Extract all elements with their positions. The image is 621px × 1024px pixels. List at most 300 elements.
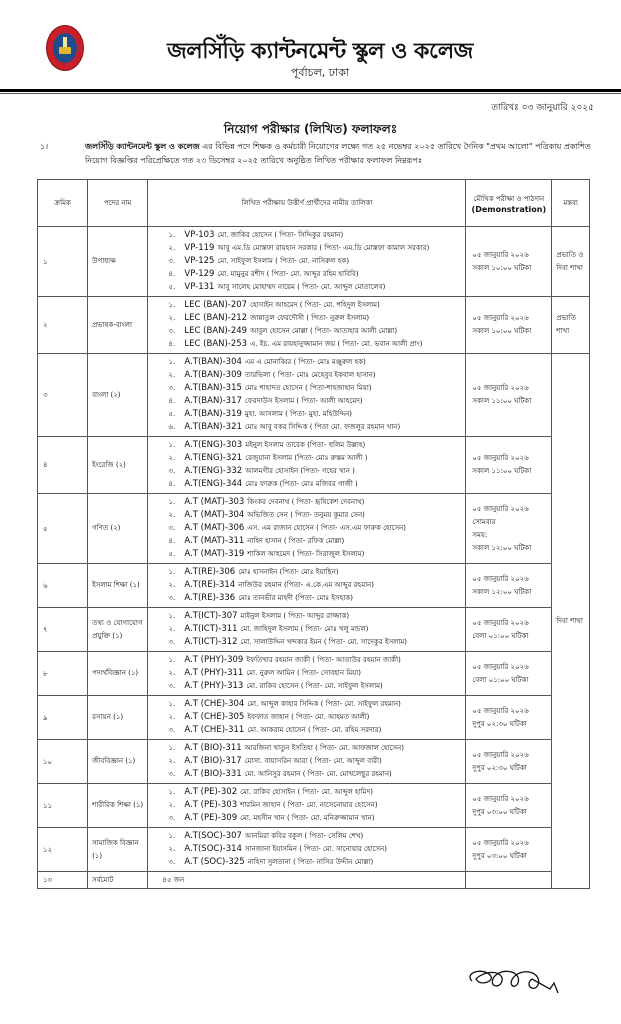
table-header-row — [38, 180, 590, 227]
row-remarks: প্রভাতি শাখা — [552, 297, 590, 354]
candidate-number: ৩. — [168, 726, 176, 734]
candidate-entry — [184, 843, 387, 856]
total-row — [38, 872, 590, 889]
candidate-number: ২. — [168, 244, 176, 252]
candidate-number: ৬. — [168, 423, 176, 431]
viva-time-line: ০৫ জানুয়ারি ২০২৬ — [472, 662, 529, 671]
total-label: সর্বমোট — [88, 872, 148, 889]
row-serial: ৪ — [38, 437, 88, 494]
candidate-name: মো. সালাউদ্দিন খন্দকার ইমন ( পিতা- মো. সাদেকুর ইসলাম) — [240, 638, 408, 646]
candidate-number: ৩. — [168, 384, 176, 392]
candidate-roll: A.T (CHE)-305 — [184, 712, 245, 722]
candidate-number: ১. — [168, 700, 176, 708]
row-candidate-list — [148, 437, 466, 494]
candidate-name: মোসা. বায়াসরিন আরা ( পিতা- মো. আব্দুল বারী) — [244, 757, 382, 765]
row-serial: ১১ — [38, 784, 88, 828]
total-empty — [466, 872, 552, 889]
candidate-name: মো. জাকির হোসেন ( পিতা- সিদ্দিকুর রহমান) — [217, 231, 344, 239]
candidate-roll: A.T (BIO)-331 — [184, 769, 242, 779]
candidate-number: ১. — [168, 832, 176, 840]
candidate-name: মোঃ হাসনাইন (পিতা- মোঃ ইয়াছিন) — [238, 568, 339, 576]
candidate-entry — [184, 465, 354, 478]
row-candidate-list — [148, 494, 466, 564]
paragraph-number: ১। — [40, 142, 49, 151]
row-post: পদার্থবিজ্ঞান (১) — [88, 652, 148, 696]
candidate-roll: A.T(BAN)-315 — [184, 383, 242, 393]
row-post: বাংলা (২) — [88, 354, 148, 437]
candidate-name: মোঃ ফারুক (পিতা- মোঃ মজিবর গাজী ) — [245, 480, 358, 488]
viva-time-line: দুপুর ০২:৩০ ঘটিকা — [472, 763, 527, 772]
candidate-entry — [184, 742, 404, 755]
candidate-entry — [184, 592, 353, 605]
candidate-roll: A.T (CHE)-304 — [184, 699, 245, 709]
candidate-entry — [184, 395, 362, 408]
table-row — [38, 297, 590, 354]
table-row — [38, 696, 590, 740]
candidate-item — [168, 623, 461, 636]
viva-time-line: ০৫ জানুয়ারি ২০২৬ — [472, 384, 529, 392]
candidate-number: ১. — [168, 788, 176, 796]
candidate-item — [168, 255, 461, 268]
candidate-name: এম এ মোনাব্বির ( পিতা- মোঃ মঞ্জুরুল হক) — [244, 358, 366, 366]
candidate-item — [168, 312, 461, 325]
row-post: উপাধ্যক্ষ — [88, 227, 148, 297]
viva-time-line: দুপুর ০৩:০০ ঘটিকা — [472, 851, 527, 860]
header-serial: ক্রমিক — [38, 180, 88, 227]
table-row — [38, 227, 590, 297]
row-viva-time — [466, 354, 552, 437]
candidate-item — [168, 711, 461, 724]
candidate-item — [168, 452, 461, 465]
candidate-roll: A.T(ICT)-311 — [184, 624, 238, 634]
row-candidate-list — [148, 740, 466, 784]
table-row — [38, 784, 590, 828]
candidate-entry — [184, 338, 422, 351]
viva-time-line: ০৫ জানুয়ারি ২০২৬ — [472, 454, 529, 462]
candidate-number: ৫. — [168, 283, 176, 291]
candidate-number: ৪. — [168, 340, 176, 348]
candidate-roll: A.T(BAN)-319 — [184, 409, 242, 419]
candidate-entry — [184, 356, 366, 369]
candidate-entry — [184, 522, 406, 535]
candidate-item — [168, 592, 461, 605]
row-serial: ৭ — [38, 608, 88, 652]
candidate-name: ফেরদাউস ইসলাম ( পিতা- আলী আহমেদ) — [244, 397, 363, 405]
candidate-name: মইনুল ইসলাম তারেক (পিতা- হুলিম উল্লাহ) — [245, 441, 366, 449]
candidate-roll: VP-131 — [184, 282, 215, 292]
header-viva-en: (Demonstration) — [471, 204, 547, 214]
candidate-name: মোঃ আবু বকর সিদ্দিক ( পিতা মো. ফজলুর রহমান খান) — [244, 423, 401, 431]
candidate-item — [168, 698, 461, 711]
candidate-entry — [184, 439, 365, 452]
viva-time-line: ০৫ জানুয়ারি ২০২৬ — [472, 504, 529, 513]
candidate-entry — [184, 623, 368, 636]
candidate-number: ১. — [168, 358, 176, 366]
candidate-entry — [184, 478, 357, 491]
candidate-number: ২. — [168, 757, 176, 765]
candidate-roll: VP-125 — [184, 256, 215, 266]
candidate-item — [168, 667, 461, 680]
candidate-entry — [184, 369, 375, 382]
result-heading: নিয়োগ পরীক্ষার (লিখিত) ফলাফলঃ — [223, 122, 398, 136]
candidate-name: মো. রাকিব হোসেন ( পিতা- মো. সাইফুল ইসলাম) — [246, 682, 383, 690]
row-serial: ৫ — [38, 494, 88, 564]
viva-time-line: ০৫ জানুয়ারি ২০২৬ — [472, 706, 529, 715]
candidate-entry — [184, 548, 364, 561]
header-divider-thin — [0, 93, 621, 94]
candidate-name: নাহিদা সুলতানা ( পিতা- নাসির উদ্দীন মোল্লা) — [247, 858, 374, 866]
candidate-roll: LEC (BAN)-253 — [184, 339, 248, 349]
candidate-number: ৩. — [168, 327, 176, 335]
candidate-number: ৫. — [168, 410, 176, 418]
header-candidate-list: লিখিত পরীক্ষায় উত্তীর্ণ প্রার্থীদের নামীয় তালিকা — [148, 180, 466, 227]
viva-time-line: ০৫ জানুয়ারি ২০২৬ — [472, 838, 529, 847]
row-post: সামাজিক বিজ্ঞান (১) — [88, 828, 148, 872]
candidate-number: ২. — [168, 371, 176, 379]
viva-time-line: বেলা ০১:০০ ঘটিকা — [472, 675, 529, 684]
row-post: শারীরিক শিক্ষা (১) — [88, 784, 148, 828]
candidate-item — [168, 338, 461, 351]
candidate-name: ইফতিখার রহমান জাকী ( পিতা- আতাউর রহমান জাকী) — [246, 656, 401, 664]
candidate-entry — [184, 830, 363, 843]
candidate-item — [168, 830, 461, 843]
table-row — [38, 608, 590, 652]
candidate-name: শাকিল আহমেদ ( পিতা- সিরাজুল ইসলাম) — [247, 550, 365, 558]
candidate-number: ৪. — [168, 537, 176, 545]
candidate-entry — [184, 229, 343, 242]
candidate-number: ৩. — [168, 467, 176, 475]
candidate-entry — [184, 255, 349, 268]
candidate-number: ২. — [168, 669, 176, 677]
candidate-name: মোঃ শাহাদত হোসেন ( পিতা-শাহজাহান মিয়া) — [244, 384, 372, 392]
candidate-entry — [184, 421, 400, 434]
candidate-entry — [184, 856, 373, 869]
candidate-name: হোসাইন আহমেদ ( পিতা- মো. শহিদুল ইসলাম) — [250, 301, 380, 309]
school-name: জলসিঁড়ি ক্যান্টনমেন্ট স্কুল ও কলেজ — [167, 39, 473, 64]
candidate-roll: VP-119 — [184, 243, 215, 253]
row-candidate-list — [148, 652, 466, 696]
candidate-entry — [184, 610, 349, 623]
candidate-entry — [184, 786, 373, 799]
candidate-roll: A.T(ENG)-332 — [184, 466, 243, 476]
candidate-entry — [184, 755, 381, 768]
candidate-item — [168, 843, 461, 856]
row-viva-time — [466, 696, 552, 740]
candidate-name: আলমগীর হোসাইন (পিতা- গহের খান ) — [245, 467, 355, 475]
candidate-entry — [184, 452, 367, 465]
candidate-number: ৩. — [168, 682, 176, 690]
candidate-entry — [184, 636, 407, 649]
row-post: জীববিজ্ঞান (১) — [88, 740, 148, 784]
candidate-number: ১. — [168, 744, 176, 752]
document-date: তারিখঃ ০৩ জানুয়ারি ২০২৫ — [491, 103, 594, 113]
viva-time-line: বেলা ০১:০০ ঘটিকা — [472, 631, 529, 640]
candidate-number: ২. — [168, 454, 176, 462]
candidate-roll: A.T(BAN)-309 — [184, 370, 242, 380]
intro-paragraph — [40, 140, 600, 168]
candidate-item — [168, 439, 461, 452]
candidate-item — [168, 535, 461, 548]
viva-time-line: ০৫ জানুয়ারি ২০২৬ — [472, 250, 529, 259]
candidate-item — [168, 299, 461, 312]
candidate-name: ইফফাত জাহান ( পিতা- মো. আহমত আলী) — [247, 713, 370, 721]
candidate-entry — [184, 812, 374, 825]
candidate-item — [168, 382, 461, 395]
candidate-roll: A.T (BIO)-311 — [184, 743, 242, 753]
candidate-number: ১. — [168, 301, 176, 309]
candidate-entry — [184, 312, 369, 325]
candidate-roll: LEC (BAN)-249 — [184, 326, 248, 336]
row-post: রসায়ন (১) — [88, 696, 148, 740]
table-row — [38, 437, 590, 494]
candidate-roll: A.T(ENG)-303 — [184, 440, 243, 450]
candidate-item — [168, 799, 461, 812]
row-viva-time — [466, 297, 552, 354]
row-serial: ১০ — [38, 740, 88, 784]
viva-time-line: ০৫ জানুয়ারি ২০২৬ — [472, 750, 529, 759]
candidate-roll: A.T(SOC)-307 — [184, 831, 242, 841]
candidate-item — [168, 421, 461, 434]
candidate-name: এস. এম রাজান হোসেন ( পিতা- এস.এম ফারুক হোসেন) — [247, 524, 406, 532]
signature-icon — [462, 965, 577, 997]
candidate-entry — [184, 408, 352, 421]
row-serial: ২ — [38, 297, 88, 354]
candidate-item — [168, 579, 461, 592]
row-viva-time — [466, 494, 552, 564]
candidate-roll: VP-103 — [184, 230, 215, 240]
header-remarks: মন্তব্য — [552, 180, 590, 227]
viva-time-line: সকাল ১০:০০ ঘটিকা — [472, 263, 532, 272]
candidate-number: ২. — [168, 845, 176, 853]
candidate-name: মো. সাইফুল ইসলাম ( পিতা- মো. নাসিরুল হক) — [217, 257, 350, 265]
candidate-roll: A.T(ICT)-312 — [184, 637, 238, 647]
candidate-item — [168, 724, 461, 737]
candidate-item — [168, 812, 461, 825]
row-viva-time — [466, 740, 552, 784]
school-logo-icon — [46, 25, 84, 71]
candidate-name: আনমিরা কবির বকুল ( পিতা- সেলিম শেখ) — [244, 832, 364, 840]
candidate-number: ২. — [168, 511, 176, 519]
candidate-name: মো. আব্দুল কাহার সিদ্দিক ( পিতা- মো. সাইফুল রহমান) — [247, 700, 401, 708]
candidate-roll: A.T (MAT)-303 — [184, 497, 245, 507]
candidate-roll: A.T (MAT)-311 — [184, 536, 245, 546]
shared-remarks: দিবা শাখা — [552, 354, 590, 889]
candidate-roll: A.T (PHY)-313 — [184, 681, 244, 691]
candidate-name: মাইনুল ইসলাম ( পিতা- আব্দুর রাজ্জাক) — [240, 612, 350, 620]
candidate-number: ২. — [168, 801, 176, 809]
intro-school-name: জলসিঁড়ি ক্যান্টনমেন্ট স্কুল ও কলেজ — [85, 142, 200, 151]
viva-time-line: সকাল ১১:০০ ঘটিকা — [472, 397, 532, 405]
candidate-roll: A.T (BIO)-317 — [184, 756, 242, 766]
viva-time-line: দুপুর ০৩:০০ ঘটিকা — [472, 807, 527, 816]
candidate-entry — [184, 680, 382, 693]
row-viva-time — [466, 564, 552, 608]
table-row — [38, 354, 590, 437]
row-remarks: প্রভাতি ও দিবা শাখা — [552, 227, 590, 297]
candidate-entry — [184, 299, 379, 312]
candidate-item — [168, 268, 461, 281]
candidate-roll: A.T (PE)-303 — [184, 800, 238, 810]
candidate-name: মো. আনিসুর রহমান ( পিতা- মো. মোখলেছুর রহমান) — [244, 770, 392, 778]
row-candidate-list — [148, 354, 466, 437]
candidate-entry — [184, 768, 391, 781]
candidate-number: ১. — [168, 231, 176, 239]
candidate-roll: LEC (BAN)-212 — [184, 313, 248, 323]
table-row — [38, 564, 590, 608]
candidate-number: ১. — [168, 568, 176, 576]
viva-time-line: সকাল ১০:০০ ঘটিকা — [472, 327, 532, 335]
candidate-number: ৪. — [168, 397, 176, 405]
row-candidate-list — [148, 608, 466, 652]
candidate-name: আরজিনা খাতুন ইসতিহা ( পিতা- মো. আফজাল হোসেন) — [244, 744, 404, 752]
candidate-roll: A.T(SOC)-314 — [184, 844, 242, 854]
candidate-item — [168, 496, 461, 509]
row-candidate-list — [148, 828, 466, 872]
row-viva-time — [466, 227, 552, 297]
candidate-name: মো. আকরাম হোসেন ( পিতা- মো. রহিম সরদার) — [247, 726, 382, 734]
candidate-item — [168, 369, 461, 382]
candidate-name: মুহা. আসলাম ( পিতা- মুহা. মহিউদ্দিন) — [244, 410, 353, 418]
row-candidate-list — [148, 696, 466, 740]
candidate-number: ২. — [168, 314, 176, 322]
candidate-item — [168, 325, 461, 338]
candidate-name: আবুল হোসেন মোল্লা ( পিতা- আতাহার আলী মোল্লা) — [250, 327, 398, 335]
candidate-number: ২. — [168, 713, 176, 721]
candidate-number: ১. — [168, 612, 176, 620]
candidate-item — [168, 509, 461, 522]
candidate-entry — [184, 509, 364, 522]
candidate-number: ৩. — [168, 524, 176, 532]
candidate-roll: A.T (PE)-302 — [184, 787, 238, 797]
candidate-name: সানজানা ইয়াসমিন ( পিতা- মো. সানোয়ার হোসেন) — [244, 845, 387, 853]
table-row — [38, 652, 590, 696]
candidate-item — [168, 281, 461, 294]
candidate-entry — [184, 566, 338, 579]
candidate-number: ৩. — [168, 594, 176, 602]
candidate-name: আবু সালেহ মোহাম্মদ নায়েম ( পিতা- মো. আব্দুল মোতালেব) — [217, 283, 386, 291]
candidate-name: মো. নুরুল আমিন ( পিতা- সোবহান মিয়া) — [246, 669, 362, 677]
viva-time-line: ০৫ জানুয়ারি ২০২৬ — [472, 794, 529, 803]
candidate-number: ১. — [168, 656, 176, 664]
candidate-roll: A.T (CHE)-311 — [184, 725, 245, 735]
viva-time-line: সকাল ১২:০০ ঘটিকা — [472, 543, 532, 552]
row-post: গণিত (২) — [88, 494, 148, 564]
candidate-item — [168, 654, 461, 667]
candidate-item — [168, 522, 461, 535]
candidate-item — [168, 768, 461, 781]
candidate-roll: A.T (MAT)-319 — [184, 549, 245, 559]
candidate-item — [168, 242, 461, 255]
candidate-item — [168, 856, 461, 869]
candidate-name: মো. মামুনুর রশীদ ( পিতা- মো. আব্দুর রহিম হাবিবি) — [217, 270, 359, 278]
viva-time-line: দুপুর ০২:৩০ ঘটিকা — [472, 719, 527, 728]
candidate-item — [168, 395, 461, 408]
header-divider — [0, 89, 621, 92]
candidate-number: ৪. — [168, 270, 176, 278]
candidate-entry — [184, 535, 344, 548]
row-viva-time — [466, 652, 552, 696]
viva-time-line: সোমবার — [472, 517, 496, 526]
row-post: ইসলাম শিক্ষা (১) — [88, 564, 148, 608]
row-candidate-list — [148, 227, 466, 297]
candidate-entry — [184, 281, 385, 294]
row-candidate-list — [148, 297, 466, 354]
candidate-name: অভিজিত সেন ( পিতা- তনুময় কুমার সেন) — [247, 511, 365, 519]
candidate-entry — [184, 382, 371, 395]
candidate-name: জান্নাতুল ফেরদৌসী ( পিতা- নুরুল ইসলাম) — [250, 314, 370, 322]
candidate-name: মো. রাকিব হোসাইন ( পিতা- মো. আব্দুল হামিদ) — [240, 788, 373, 796]
viva-time-line: সকাল ১২:০০ ঘটিকা — [472, 587, 532, 596]
candidate-number: ৩. — [168, 770, 176, 778]
table-row — [38, 828, 590, 872]
candidate-name: আবু এম.ডি মোস্তফা রায়হান সরকার ( পিতা- এম.ডি মোস্তফা কামাল সরকার) — [217, 244, 430, 252]
candidate-roll: A.T (SOC)-325 — [184, 857, 245, 867]
viva-time-line: ০৫ জানুয়ারি ২০২৬ — [472, 618, 529, 627]
candidate-entry — [184, 698, 400, 711]
row-post: ইংরেজি (২) — [88, 437, 148, 494]
header-viva — [466, 180, 552, 227]
result-table — [37, 179, 590, 889]
candidate-item — [168, 408, 461, 421]
table-row — [38, 740, 590, 784]
candidate-name: মো. জাহিদুল ইসলাম ( পিতা- মোঃ খলু মন্ডল) — [240, 625, 369, 633]
candidate-roll: LEC (BAN)-207 — [184, 300, 248, 310]
candidate-number: ৫. — [168, 550, 176, 558]
candidate-name: কিংকর দেবনাথ ( পিতা- হৃষিকেশ দেবনাথ) — [247, 498, 365, 506]
candidate-entry — [184, 579, 374, 592]
candidate-entry — [184, 496, 364, 509]
candidate-entry — [184, 724, 381, 737]
candidate-item — [168, 229, 461, 242]
candidate-number: ৩. — [168, 257, 176, 265]
candidate-entry — [184, 654, 400, 667]
candidate-roll: A.T (PE)-309 — [184, 813, 238, 823]
header-viva-bn: মৌখিক পরীক্ষা ও পাঠদান — [473, 194, 545, 203]
candidate-item — [168, 610, 461, 623]
candidate-roll: A.T(BAN)-317 — [184, 396, 242, 406]
candidate-name: রেজুয়ানা ইসলাম (পিতা- মোঃ রুস্তম আলী ) — [245, 454, 368, 462]
candidate-item — [168, 566, 461, 579]
row-serial: ১২ — [38, 828, 88, 872]
candidate-number: ২. — [168, 625, 176, 633]
row-candidate-list — [148, 784, 466, 828]
candidate-entry — [184, 242, 429, 255]
row-serial: ৬ — [38, 564, 88, 608]
row-candidate-list — [148, 564, 466, 608]
total-count: ৪৫ জন — [148, 872, 466, 889]
row-post: প্রভাষক-বাংলা — [88, 297, 148, 354]
candidate-roll: A.T(ENG)-321 — [184, 453, 243, 463]
candidate-entry — [184, 325, 397, 338]
candidate-name: নাহিদ হাসান ( পিতা- রফিক মোল্লা) — [247, 537, 345, 545]
row-viva-time — [466, 437, 552, 494]
row-viva-time — [466, 828, 552, 872]
candidate-number: ২. — [168, 581, 176, 589]
candidate-name: এ. ইচ. এম রায়হানুজ্জামান জয় ( পিতা- মো. ভবান আলী প্রাং) — [250, 340, 423, 348]
candidate-item — [168, 680, 461, 693]
candidate-number: ৩. — [168, 814, 176, 822]
candidate-entry — [184, 268, 358, 281]
candidate-roll: A.T (MAT)-304 — [184, 510, 245, 520]
candidate-item — [168, 465, 461, 478]
candidate-entry — [184, 667, 361, 680]
total-serial: ১৩ — [38, 872, 88, 889]
row-serial: ৩ — [38, 354, 88, 437]
viva-time-line: সকাল ১১:০০ ঘটিকা — [472, 467, 532, 475]
candidate-roll: A.T (MAT)-306 — [184, 523, 245, 533]
candidate-entry — [184, 711, 369, 724]
candidate-number: ১. — [168, 498, 176, 506]
